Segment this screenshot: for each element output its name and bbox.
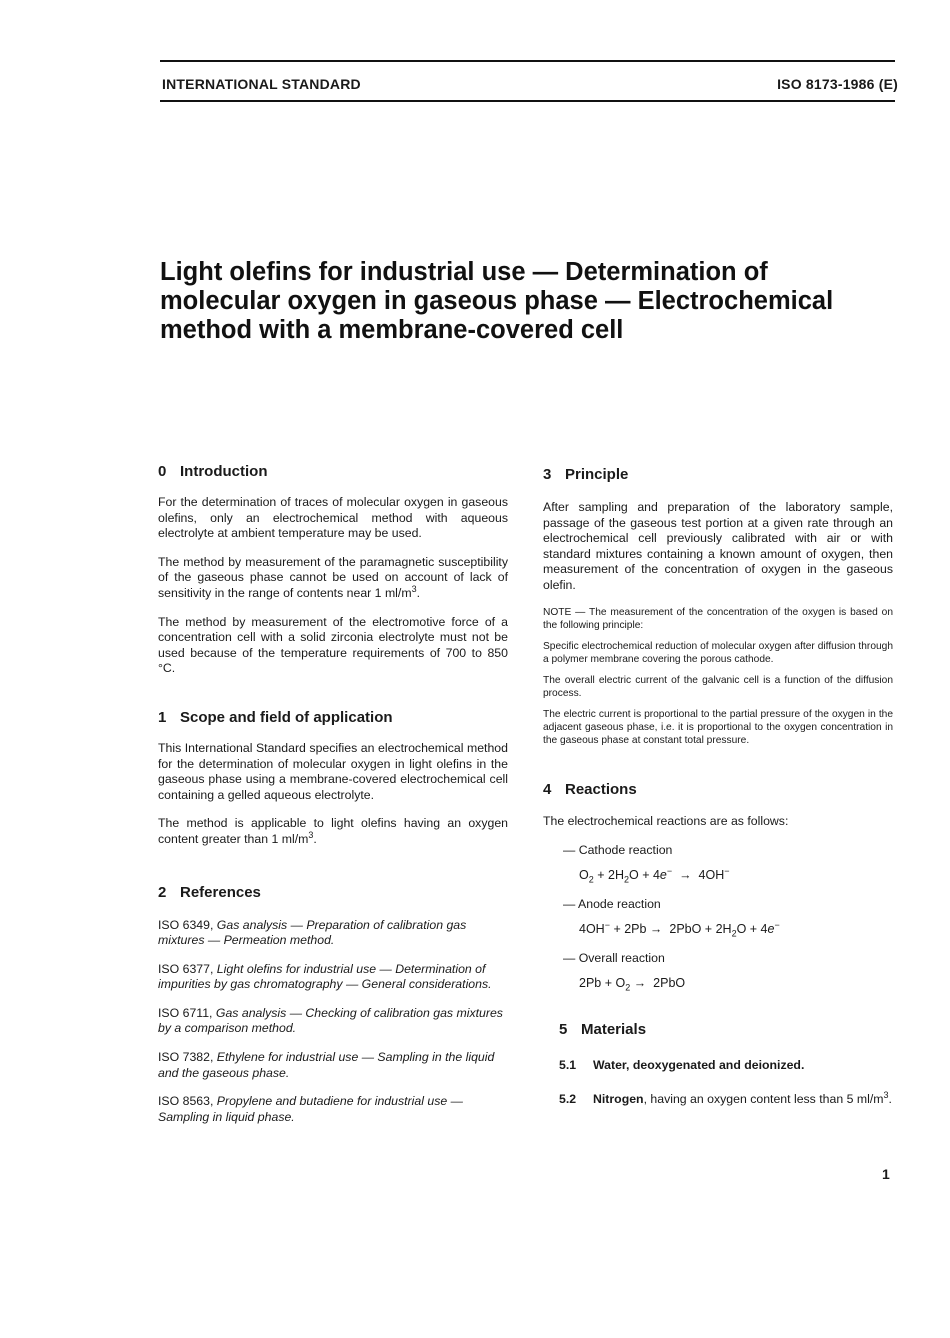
section-1-heading: 1 Scope and field of application: [158, 708, 393, 726]
cathode-reaction-label: — Cathode reaction: [563, 843, 673, 858]
reference-item: ISO 6711, Gas analysis — Checking of calibration gas mixtures by a comparison method.: [158, 1005, 503, 1036]
introduction-paragraph-1: For the determination of traces of molecular oxygen in gaseous olefins, only an electrochemical method with aqueous electrolyte at ambient temperature may be used.: [158, 495, 508, 541]
document-title: Light olefins for industrial use — Determination of molecular oxygen in gaseous phase — Electrochemical method with a membrane-covered cell: [160, 258, 834, 344]
introduction-paragraph-3: The method by measurement of the electromotive force of a concentration cell with a solid zirconia electrolyte must not be used because of the temperature requirements of 700 to 850 °C.: [158, 614, 508, 676]
header-bottom-rule: [160, 100, 895, 102]
principle-note-detail: The electric current is proportional to the partial pressure of the oxygen in the adjacent gaseous phase, i.e. it is proportional to the oxygen concentration in the gaseous phase at constant total pressure.: [543, 708, 893, 746]
section-5-heading: 5 Materials: [559, 1021, 647, 1039]
principle-note-detail: Specific electrochemical reduction of molecular oxygen after diffusion through a polymer membrane covering the porous cathode.: [543, 640, 893, 665]
section-3-heading: 3 Principle: [543, 466, 629, 483]
cathode-reaction-equation: $O_2 + 2H_2O + 4e^- \to 4OH^-$: [579, 866, 730, 885]
section-0-heading: 0 Introduction: [158, 463, 268, 480]
reference-item: ISO 6377, Light olefins for industrial use — Determination of impurities by gas chromatography — General considerations.: [158, 961, 492, 992]
right-column: [543, 466, 893, 1108]
overall-reaction-equation: $2Pb + O_2 \to 2PbO$: [579, 976, 686, 993]
overall-reaction-label: — Overall reaction: [563, 951, 665, 966]
principle-note: NOTE — The measurement of the concentration of the oxygen is based on the following principle:: [543, 606, 893, 631]
reactions-intro: The electrochemical reactions are as follows:: [543, 813, 789, 828]
section-4-heading: 4 Reactions: [543, 780, 637, 798]
scope-paragraph-1: This International Standard specifies an electrochemical method for the determination of molecular oxygen in light olefins in the gaseous phase using a membrane-covered electrochemical cell containing a gelled aqueous electrolyte.: [158, 740, 508, 802]
subsection-5-1: 5.1 Water, deoxygenated and deionized.: [559, 1058, 805, 1073]
scope-paragraph-2: The method is applicable to light olefins having an oxygen content greater than 1 $ml/m^3$.: [158, 816, 508, 846]
left-column: [158, 463, 508, 1125]
header-document-code: ISO 8173-1986 (E): [777, 76, 898, 92]
anode-reaction-label: — Anode reaction: [563, 897, 661, 912]
reference-item: ISO 7382, Ethylene for industrial use — Sampling in the liquid and the gaseous phase.: [158, 1050, 495, 1080]
anode-reaction-equation: $4OH^- + 2Pb \to 2PbO + 2H_2O + 4e^-$: [579, 920, 780, 939]
introduction-paragraph-2: The method by measurement of the paramagnetic susceptibility of the gaseous phase cannot be used on account of lack of sensitivity in the range of contents near 1 $ml/m^3$.: [158, 554, 508, 600]
principle-paragraph: After sampling and preparation of the laboratory sample, passage of the gaseous test portion at a given rate through an electrochemical cell previously calibrated with air or with standard mixtures containing a known amount of oxygen, then measurement of the concentration of oxygen in the gaseous olefin.: [543, 500, 893, 592]
subsection-5-2: 5.2 Nitrogen, having an oxygen content less than 5 $ml/m^3$.: [559, 1090, 892, 1107]
reference-item: ISO 6349, Gas analysis — Preparation of calibration gas mixtures — Permeation method.: [158, 917, 467, 948]
section-2-heading: 2 References: [158, 883, 261, 901]
page-number: 1: [882, 1166, 890, 1182]
reference-item: ISO 8563, Propylene and butadiene for industrial use — Sampling in liquid phase.: [158, 1094, 463, 1124]
header-standard-label: INTERNATIONAL STANDARD: [162, 76, 361, 92]
header-top-rule: [160, 60, 895, 62]
principle-note-detail: The overall electric current of the galvanic cell is a function of the diffusion process.: [543, 674, 893, 699]
